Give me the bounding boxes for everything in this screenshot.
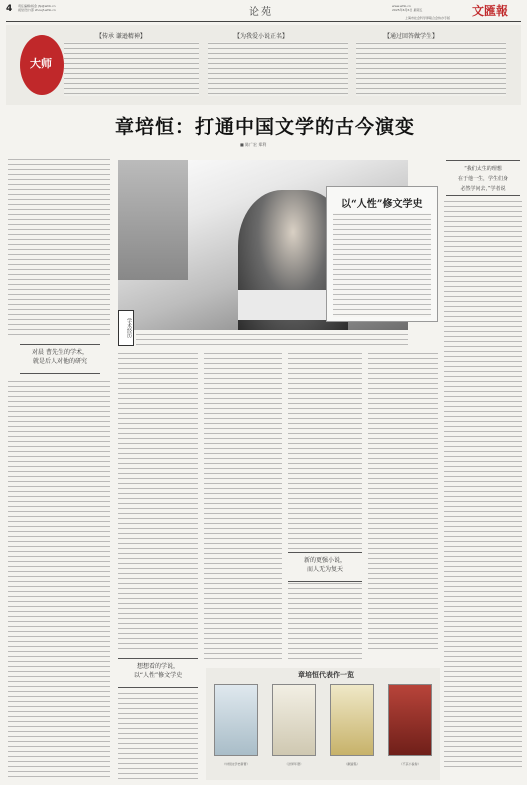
book-caption-3: 《献疑集》 <box>344 762 360 766</box>
photo-label-text: 学术经历 <box>126 318 132 338</box>
right-meta <box>392 4 422 12</box>
sidebar-box <box>326 186 438 322</box>
book-cover-2 <box>272 684 316 756</box>
mid-text-column-2 <box>204 352 282 662</box>
column-title-3: 【通过回答做学生】 <box>384 33 439 40</box>
pullquote-mid-text: 想想看的学说， 以“人性”修文学史 <box>133 663 183 679</box>
left-text-column <box>8 158 110 336</box>
left-meta <box>18 4 56 12</box>
book-caption-2: 《洪昇年谱》 <box>284 762 303 766</box>
site-url: www.whb.cn <box>392 4 411 8</box>
pullquote-left <box>20 344 100 374</box>
photo-label <box>118 310 134 346</box>
mid-text-column-1 <box>118 352 198 652</box>
book-cover-4 <box>388 684 432 756</box>
pullquote-right <box>446 160 520 196</box>
issue-date: 2025年6月6日 星期五 <box>392 8 423 12</box>
sidebar-text <box>333 213 431 317</box>
column-title-2: 【为我爱小说正名】 <box>234 33 289 40</box>
editor-line: 责任编辑/杨金 jfp@whb.cn <box>18 4 56 8</box>
right-text-column <box>444 200 522 770</box>
books-title: 章培恒代表作一览 <box>298 671 354 679</box>
shelf <box>118 160 188 280</box>
pullquote-right-text: “我们太生的理想 在于他一生，学生们身 必然学问去，”学者说 <box>457 166 508 192</box>
mid-text-column-1b <box>118 692 198 780</box>
left-text-column-2 <box>8 380 110 780</box>
header-rule <box>6 21 521 22</box>
mid-text-column-4 <box>368 352 438 652</box>
byline: ■ 陈广宏 郑利 <box>240 142 267 147</box>
book-caption-1: 《中国文学史新著》 <box>222 762 250 766</box>
designer-line: 视觉设计/邵 zhoujf-whb.cn <box>18 8 56 12</box>
master-badge-label: 大师 <box>30 57 52 70</box>
top-text-col-1 <box>64 42 199 96</box>
book-caption-4: 《不京小说卷》 <box>399 762 421 766</box>
top-text-col-2 <box>208 42 348 96</box>
pullquote-bottom-mid-text: 新的更强小说， 而人无为复天 <box>303 557 346 573</box>
top-text-col-3 <box>356 42 506 96</box>
pullquote-left-text: 对晨 曹先生的学术， 就是后人对他的研究 <box>32 349 88 365</box>
books-section <box>206 668 440 780</box>
page-number: 4 <box>6 4 13 14</box>
book-cover-3 <box>330 684 374 756</box>
book-cover-1 <box>214 684 258 756</box>
section-title: 论苑 <box>249 7 273 18</box>
pullquote-mid <box>118 658 198 688</box>
mid-text-column-3 <box>288 352 362 662</box>
sidebar-title: 以“人性”修文学史 <box>341 199 423 210</box>
pullquote-bottom-mid <box>288 552 362 582</box>
photo-caption <box>136 333 408 349</box>
headline: 章培恒：打通中国文学的古今演变 <box>114 116 415 138</box>
sub-logo: 上海市社会科学界联合会协办专版 <box>405 16 451 20</box>
newspaper-logo: 文匯報 <box>472 4 509 18</box>
column-title-1: 【传承 谦逊精神】 <box>96 33 146 40</box>
